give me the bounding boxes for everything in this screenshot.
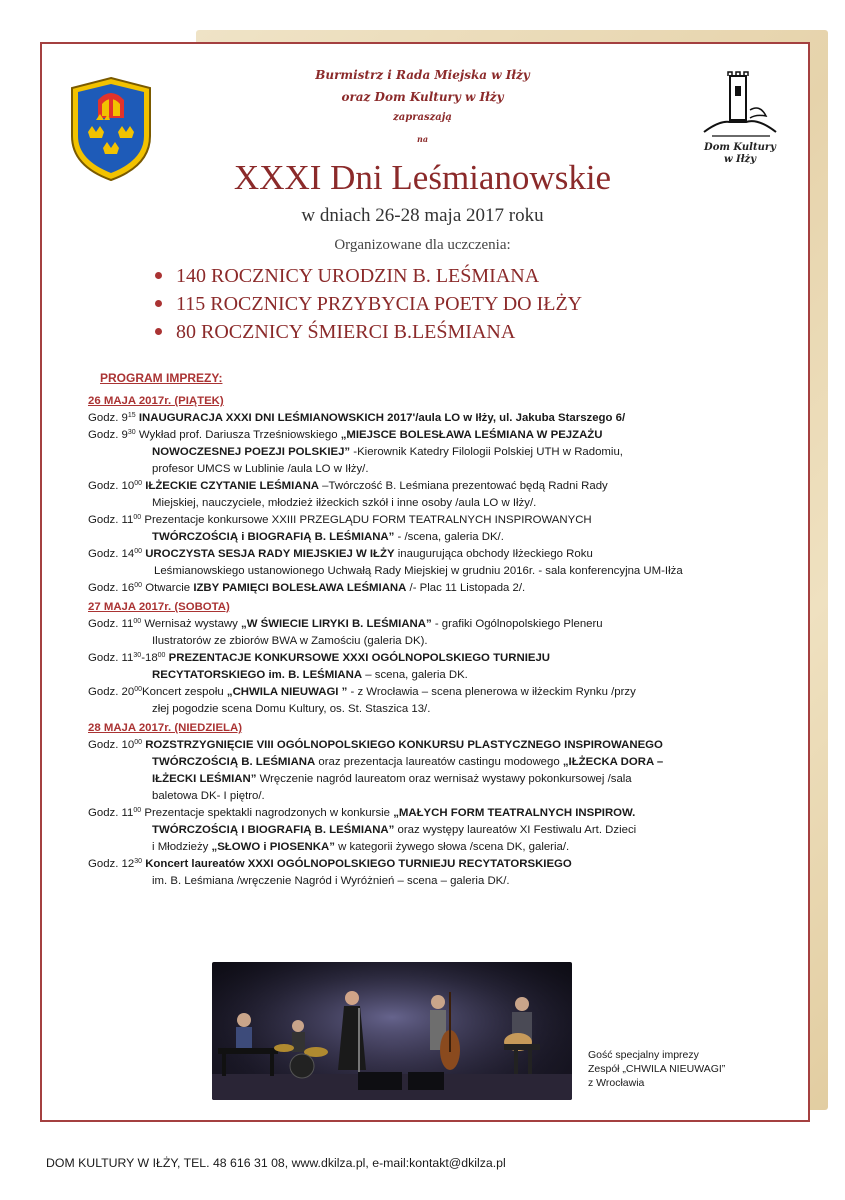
event-text: TWÓRCZOŚCIĄ B. LEŚMIANA [152,756,316,768]
program-event [88,737,788,805]
event-text: RECYTATORSKIEGO im. B. LEŚMIANA [152,669,363,681]
event-text: - grafiki Ogólnopolskiego Pleneru [431,618,603,630]
event-time-minutes: 00 [157,652,166,659]
event-text: „IŁŻECKA DORA – [562,756,664,768]
event-text: Miejskiej, nauczyciele, młodzież iłżeckich szkół i inne osoby /aula LO w Iłży/. [152,497,537,509]
event-text: Koncert zespołu [142,686,227,698]
event-text: oraz prezentacja laureatów castingu modowego [315,756,563,768]
event-text: inaugurująca obchody Iłżeckiego Roku [394,548,593,560]
event-text: „MAŁYCH FORM TEATRALNYCH INSPIROW. [393,807,636,819]
guest-line2: Zespół „CHWILA NIEUWAGI” [588,1063,726,1075]
event-time: Godz. 16 [88,582,135,594]
invitation-line4: na [417,134,428,144]
event-text: oraz występy laureatów XI Festiwalu Art. Dzieci [394,824,637,836]
event-text: „W ŚWIECIE LIRYKI B. LEŚMIANA” [241,618,432,630]
event-time: Godz. 11 [88,807,134,819]
event-text: Koncert laureatów XXXI OGÓLNOPOLSKIEGO TURNIEJU RECYTATORSKIEGO [145,858,572,870]
event-time-minutes: 00 [134,480,143,487]
event-time-minutes: 00 [134,739,143,746]
event-time: Godz. 11 [88,652,134,664]
program-event [88,805,788,856]
event-text: Leśmianowskiego ustanowionego Uchwałą Rady Miejskiej w grudniu 2016r. - sala konferencyjna UM-Iłża [154,565,683,577]
footer-contact: DOM KULTURY W IŁŻY, TEL. 48 616 31 08, www.dkilza.pl, e-mail:kontakt@dkilza.pl [46,1156,506,1170]
event-text: złej pogodzie scena Domu Kultury, os. St. Staszica 13/. [152,703,431,715]
day-heading: 28 MAJA 2017r. (NIEDZIELA) [88,722,243,734]
event-time-minutes: 30 [133,652,142,659]
occasions-list [155,262,582,346]
occasion-text: 115 ROCZNICY PRZYBYCIA POETY DO IŁŻY [176,293,583,315]
event-text: -Kierownik Katedry Filologii Polskiej UTH w Radomiu, [350,446,623,458]
event-text: /- Plac 11 Listopada 2/. [406,582,526,594]
event-text: UROCZYSTA SESJA RADY MIEJSKIEJ W IŁŻY [145,548,395,560]
event-text: baletowa DK- I piętro/. [152,790,265,802]
event-text: „SŁOWO i PIOSENKA” [211,841,335,853]
program-event [88,650,788,684]
program-heading: PROGRAM IMPREZY: [100,371,223,385]
event-dates: w dniach 26-28 maja 2017 roku [301,205,544,226]
event-text: Wykład prof. Dariusza Trześniowskiego [138,429,341,441]
program-event [88,856,788,890]
event-time-minutes: 00 [134,548,143,555]
event-text: Otwarcie [145,582,194,594]
program-event [88,478,788,512]
event-text: - /scena, galeria DK/. [394,531,504,543]
event-text: - z Wrocławia – scena plenerowa w iłżeckim Rynku /przy [347,686,636,698]
event-text: „MIEJSCE BOLESŁAWA LEŚMIANA W PEJZAŻU [340,429,603,441]
bullet-icon [155,272,162,279]
guest-line1: Gość specjalny imprezy [588,1049,699,1061]
program-event [88,546,788,580]
event-time-minutes: 30 [134,858,143,865]
special-guest-note [588,1048,788,1090]
invitation-line2: oraz Dom Kultury w Iłży [341,90,504,104]
invitation-line3: zapraszają [393,112,452,123]
event-text: im. B. Leśmiana /wręczenie Nagród i Wyróżnień – scena – galeria DK/. [152,875,510,887]
bullet-icon [155,300,162,307]
program-event [88,684,788,718]
invitation-line1: Burmistrz i Rada Miejska w Iłży [315,68,530,82]
event-text: Prezentacje konkursowe XXIII PRZEGLĄDU FORM TEATRALNYCH INSPIROWANYCH [144,514,592,526]
program-schedule [88,393,788,890]
event-time: -18 [141,652,158,664]
guest-line3: z Wrocławia [588,1077,645,1089]
page-title: XXXI Dni Leśmianowskie [233,158,612,197]
event-text: Wręczenie nagród laureatom oraz wernisaż wystawy pokonkursowej /sala [256,773,632,785]
event-text: –Twórczość B. Leśmiana prezentować będą Radni Rady [319,480,608,492]
program-event [88,512,788,546]
dom-kultury-logo [690,70,790,180]
event-time-minutes: 15 [127,412,136,419]
occasion-text: 80 ROCZNICY ŚMIERCI B.LEŚMIANA [176,321,516,343]
day-heading: 27 MAJA 2017r. (SOBOTA) [88,601,230,613]
event-time-minutes: 00 [133,618,142,625]
concert-photo [212,962,572,1100]
occasion-text: 140 ROCZNICY URODZIN B. LEŚMIANA [176,265,540,287]
event-text: PREZENTACJE KONKURSOWE XXXI OGÓLNOPOLSKIEGO TURNIEJU [168,652,551,664]
event-time: Godz. 12 [88,858,135,870]
event-text: i Młodzieży [152,841,212,853]
organized-for-label: Organizowane dla uczczenia: [334,237,511,253]
event-time-minutes: 00 [133,807,142,814]
event-text: – scena, galeria DK. [362,669,468,681]
event-time-minutes: 00 [134,686,143,693]
event-text: IŁŻECKI LEŚMIAN” [152,773,257,785]
event-time-minutes: 00 [133,514,142,521]
day-heading: 26 MAJA 2017r. (PIĄTEK) [88,395,224,407]
event-time: Godz. 11 [88,514,134,526]
event-time: Godz. 9 [88,429,128,441]
event-time: Godz. 10 [88,739,135,751]
event-text: TWÓRCZOŚCIĄ I BIOGRAFIĄ B. LEŚMIANA” [152,824,395,836]
event-text: NOWOCZESNEJ POEZJI POLSKIEJ” [152,446,351,458]
event-time-minutes: 30 [127,429,136,436]
event-time: Godz. 9 [88,412,128,424]
program-event [88,427,788,478]
event-time: Godz. 10 [88,480,135,492]
program-event [88,580,788,597]
program-event [88,410,788,427]
event-text: INAUGURACJA XXXI DNI LEŚMIANOWSKICH 2017'/aula LO w Iłży, ul. Jakuba Starszego 6/ [138,412,626,424]
event-text: profesor UMCS w Lublinie /aula LO w Iłży/. [152,463,369,475]
logo-caption-line2: w Iłży [723,154,757,165]
event-text: w kategorii żywego słowa /scena DK, galeria/. [334,841,570,853]
event-text: Wernisaż wystawy [144,618,241,630]
event-text: IŁŻECKIE CZYTANIE LEŚMIANA [145,480,320,492]
event-time-minutes: 00 [134,582,143,589]
event-text: TWÓRCZOŚCIĄ i BIOGRAFIĄ B. LEŚMIANA” [152,531,395,543]
event-text: „CHWILA NIEUWAGI ” [226,686,348,698]
program-event [88,616,788,650]
occasion-item [155,262,582,290]
event-time: Godz. 11 [88,618,134,630]
event-text: Ilustratorów ze zbiorów BWA w Zamościu (galeria DK). [152,635,428,647]
bullet-icon [155,328,162,335]
occasion-item [155,290,582,318]
event-time: Godz. 14 [88,548,135,560]
logo-caption-line1: Dom Kultury [704,142,776,153]
event-time: Godz. 20 [88,686,135,698]
coat-of-arms-logo [66,74,156,184]
event-text: IZBY PAMIĘCI BOLESŁAWA LEŚMIANA [193,582,407,594]
occasion-item [155,318,582,346]
event-text: ROZSTRZYGNIĘCIE VIII OGÓLNOPOLSKIEGO KONKURSU PLASTYCZNEGO INSPIROWANEGO [145,739,663,751]
event-text: Prezentacje spektakli nagrodzonych w konkursie [144,807,394,819]
